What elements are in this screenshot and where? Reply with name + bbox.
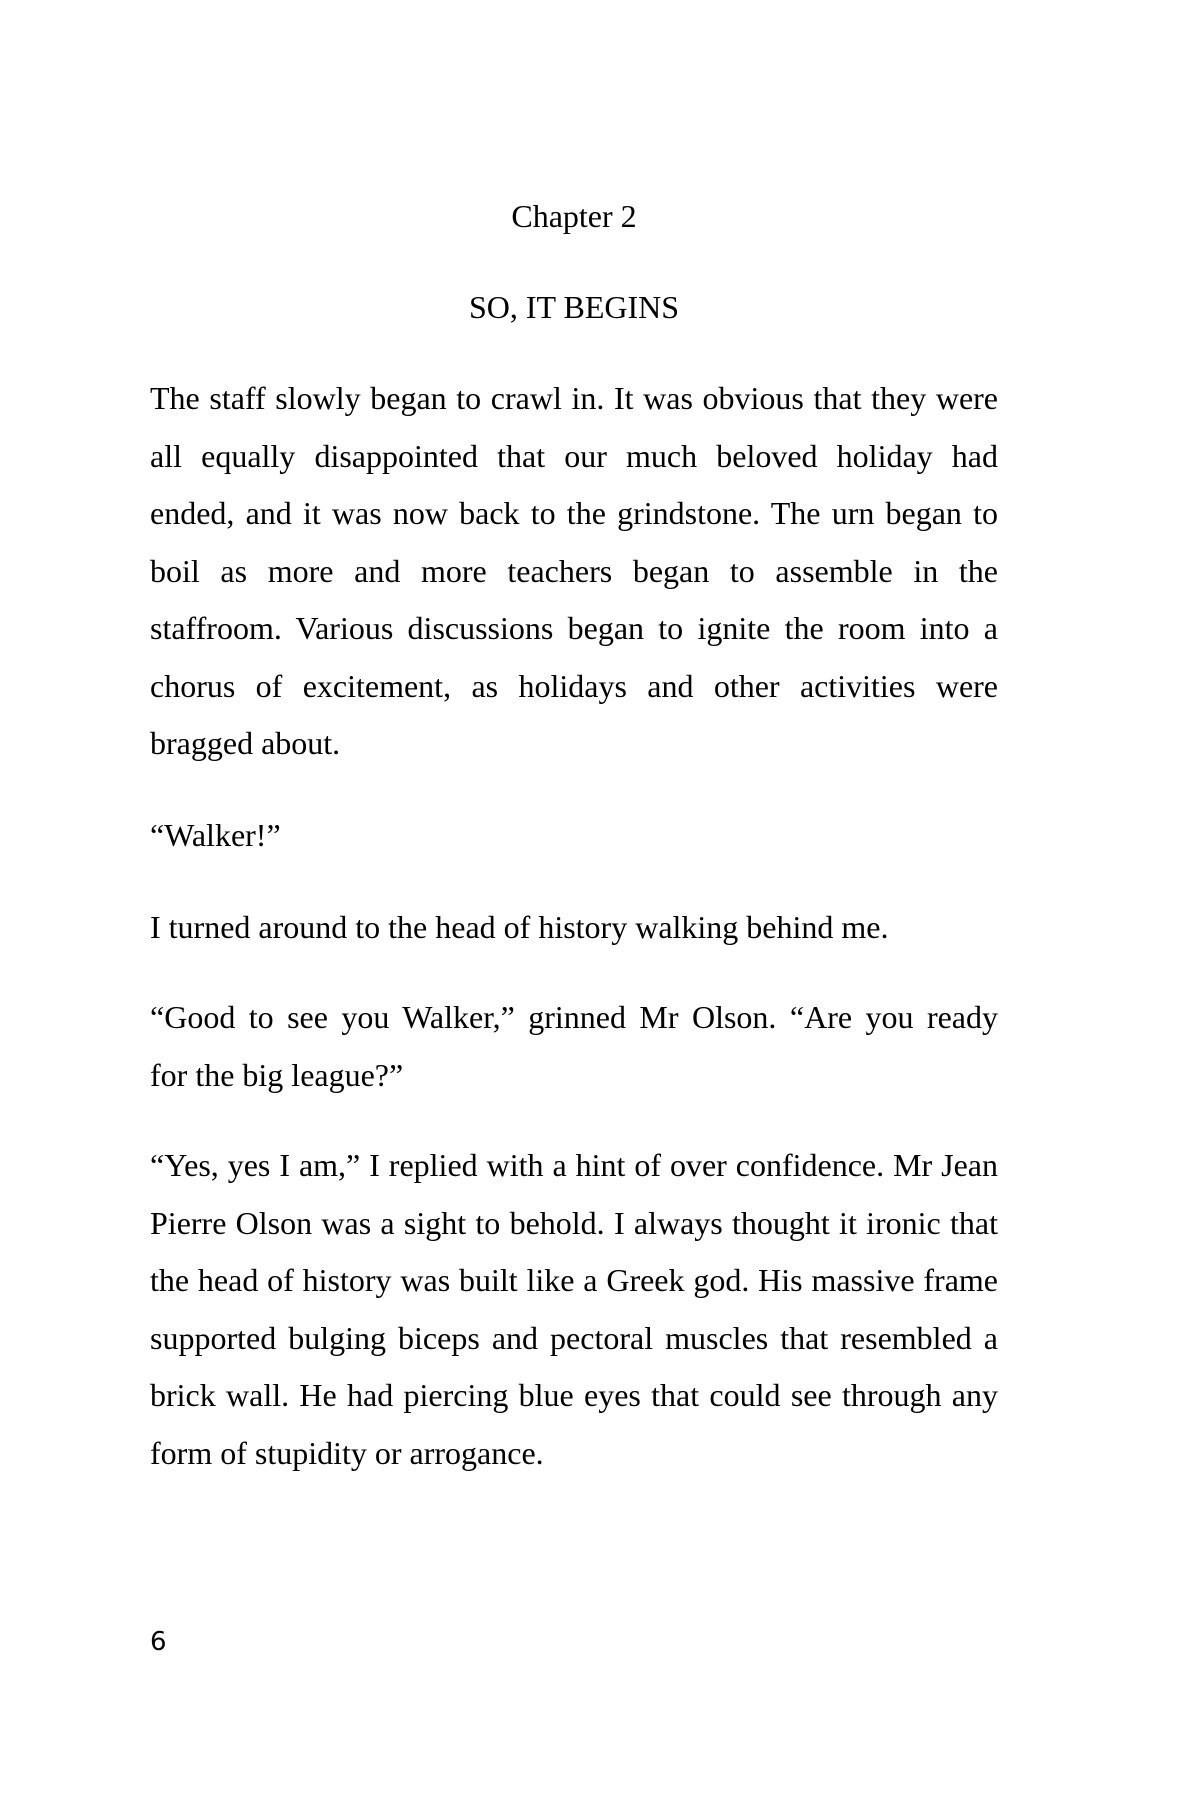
text-line: for the big league?” xyxy=(150,1056,404,1093)
text-line: staffroom. Various discussions began to ignite the room into a xyxy=(150,610,998,646)
paragraph-2 xyxy=(150,815,998,873)
text-line: chorus of excitement, as holidays and other activities were xyxy=(150,667,998,704)
paragraph-4 xyxy=(150,997,998,1112)
text-line: “Walker!” xyxy=(150,817,281,853)
text-line: ended, and it was now back to the grindstone. The urn began to xyxy=(150,495,998,531)
page-number: 6 xyxy=(150,1627,167,1657)
text-line: “Yes, yes I am,” I replied with a hint of over confidence. Mr Jean xyxy=(150,1147,998,1183)
text-line: form of stupidity or arrogance. xyxy=(150,1434,544,1471)
paragraph-3 xyxy=(150,907,998,965)
text-line: I turned around to the head of history walking behind me. xyxy=(150,909,889,945)
text-line: bragged about. xyxy=(150,725,341,761)
paragraph-5 xyxy=(150,1145,998,1490)
chapter-title: SO, IT BEGINS xyxy=(468,289,680,325)
text-line: all equally disappointed that our much beloved holiday had xyxy=(150,437,998,474)
text-line: The staff slowly began to crawl in. It was obvious that they were xyxy=(150,380,998,416)
text-line: the head of history was built like a Greek god. His massive frame xyxy=(150,1262,998,1298)
text-line: brick wall. He had piercing blue eyes that could see through any xyxy=(150,1377,998,1413)
paragraph-1 xyxy=(150,378,998,781)
text-line: Pierre Olson was a sight to behold. I always thought it ironic that xyxy=(150,1204,998,1241)
text-line: boil as more and more teachers began to assemble in the xyxy=(150,552,998,589)
text-line: “Good to see you Walker,” grinned Mr Olson. “Are you ready xyxy=(150,999,998,1035)
chapter-number: Chapter 2 xyxy=(511,198,637,234)
text-line: supported bulging biceps and pectoral muscles that resembled a xyxy=(150,1319,998,1356)
